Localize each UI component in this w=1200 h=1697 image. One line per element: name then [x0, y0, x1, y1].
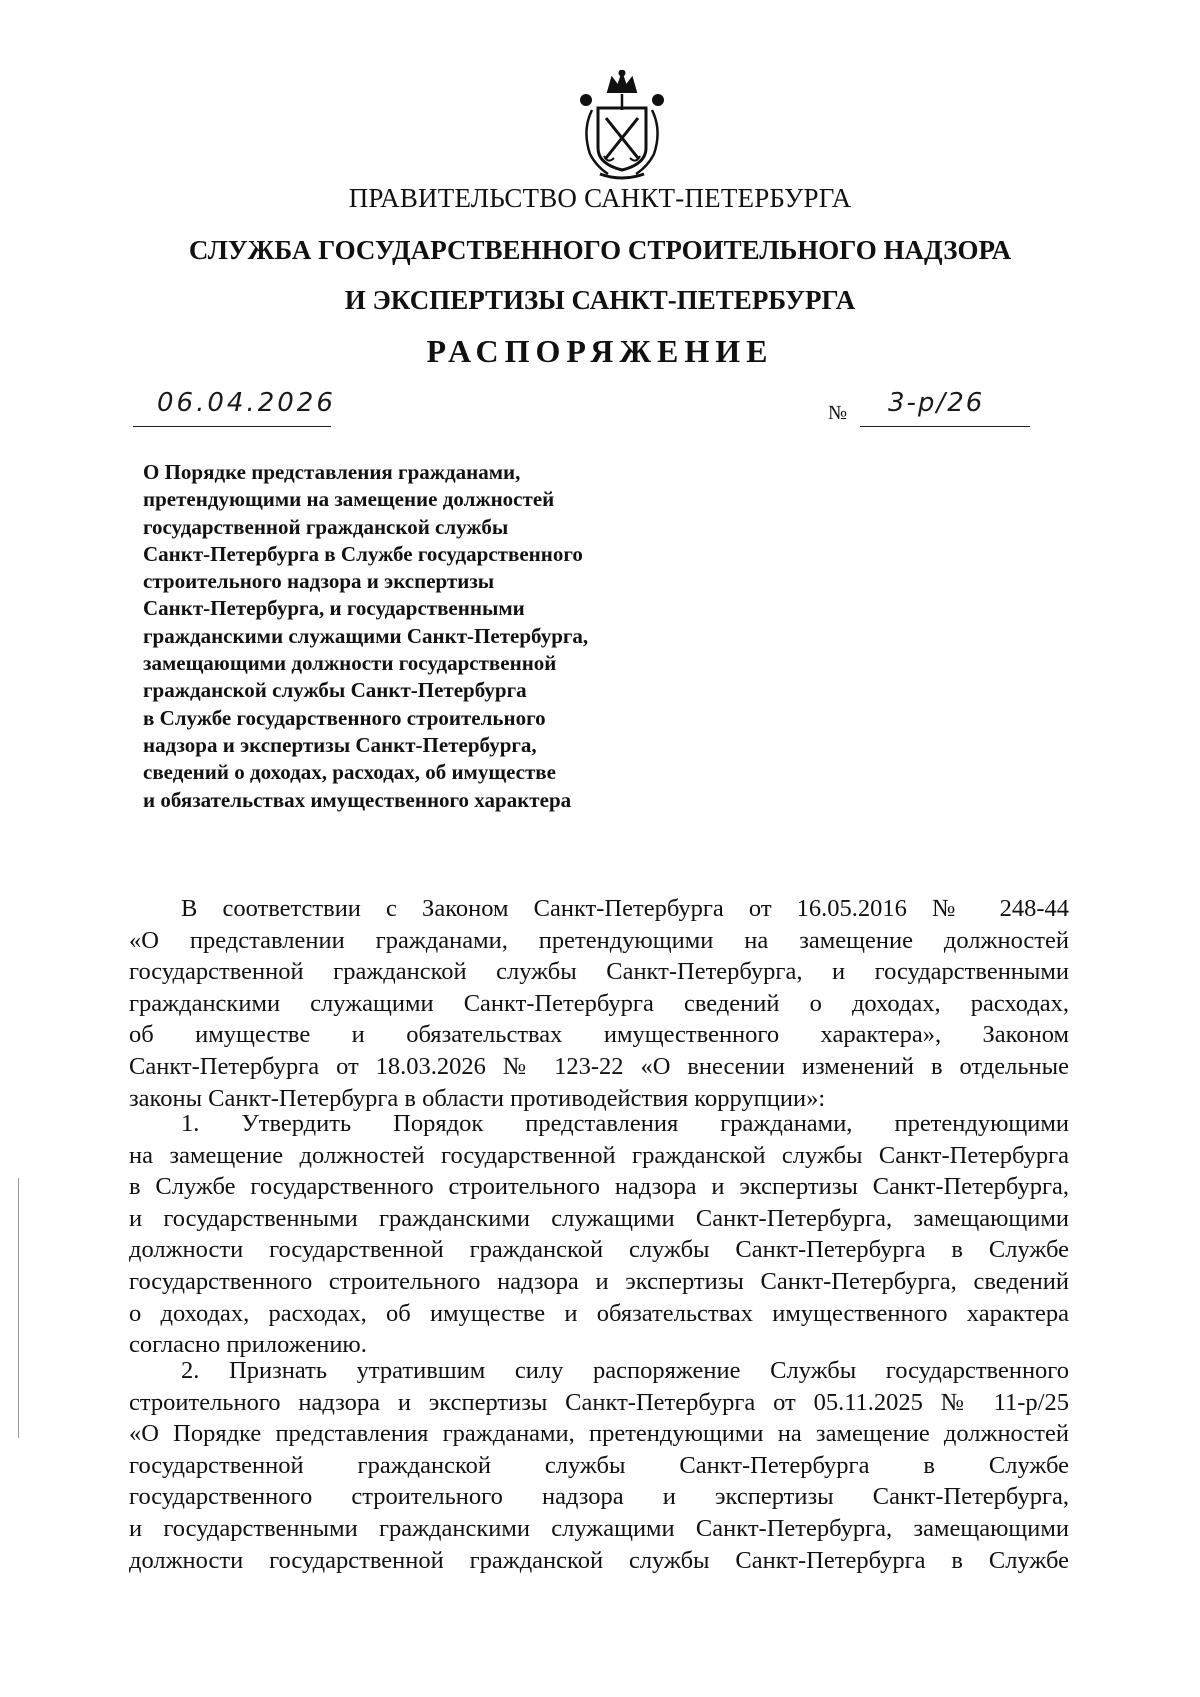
scan-margin-mark	[18, 1178, 19, 1438]
paragraph-item-2	[129, 1355, 1069, 1576]
paragraph-line: строительного надзора и экспертизы Санкт-Петербурга от 05.11.2025 № 11-р/25	[129, 1388, 1069, 1416]
paragraph-line: В соответствии с Законом Санкт-Петербурга от 16.05.2016 № 248-44	[181, 895, 1069, 922]
document-number: 3-р/26	[888, 388, 985, 418]
subject-line: гражданскими служащими Санкт-Петербурга,	[143, 623, 589, 648]
paragraph-line: «О представлении гражданами, претендующими на замещение должностей	[129, 926, 1069, 954]
subject-line: гражданской службы Санкт-Петербурга	[143, 678, 527, 703]
paragraph-line: и государственными гражданскими служащими Санкт-Петербурга, замещающими	[129, 1514, 1069, 1542]
paragraph-preamble	[129, 893, 1069, 1114]
paragraph-line: Санкт-Петербурга от 18.03.2026 № 123-22 «О внесении изменений в отдельные	[129, 1052, 1069, 1080]
paragraph-line: государственного строительного надзора и экспертизы Санкт-Петербурга,	[129, 1483, 1069, 1511]
subject-line: сведений о доходах, расходах, об имуществе	[143, 760, 556, 785]
document-date: 06.04.2026	[157, 388, 336, 418]
number-label: №	[828, 402, 848, 424]
paragraph-line: «О Порядке представления гражданами, претендующими на замещение должностей	[129, 1420, 1069, 1448]
paragraph-line: об имуществе и обязательствах имущественного характера», Законом	[129, 1021, 1069, 1049]
government-title: ПРАВИТЕЛЬСТВО САНКТ-ПЕТЕРБУРГА	[348, 183, 852, 213]
document-type-heading: РАСПОРЯЖЕНИЕ	[426, 333, 774, 369]
subject-line: замещающими должности государственной	[143, 651, 557, 676]
paragraph-line: должности государственной гражданской службы Санкт-Петербурга в Службе	[129, 1546, 1069, 1574]
paragraph-line: государственного строительного надзора и экспертизы Санкт-Петербурга, сведений	[129, 1267, 1069, 1295]
number-field	[860, 388, 1030, 427]
paragraph-line: согласно приложению.	[129, 1331, 367, 1359]
paragraph-line: в Службе государственного строительного надзора и экспертизы Санкт-Петербурга,	[129, 1173, 1069, 1201]
paragraph-line: законы Санкт-Петербурга в области противодействия коррупции»:	[129, 1084, 826, 1112]
paragraph-line: государственной гражданской службы Санкт-Петербурга, и государственными	[129, 958, 1069, 986]
paragraph-line: должности государственной гражданской службы Санкт-Петербурга в Службе	[129, 1236, 1069, 1264]
paragraph-line: гражданскими служащими Санкт-Петербурга сведений о доходах, расходах,	[129, 989, 1069, 1017]
subject-line: надзора и экспертизы Санкт-Петербурга,	[143, 732, 537, 757]
subject-line: строительного надзора и экспертизы	[143, 569, 495, 594]
subject-line: государственной гражданской службы	[143, 514, 509, 539]
date-field	[133, 388, 336, 427]
paragraph-line: 2. Признать утратившим силу распоряжение Службы государственного	[181, 1357, 1069, 1384]
subject-line: в Службе государственного строительного	[143, 705, 546, 730]
subject-line: претендующими на замещение должностей	[143, 487, 555, 512]
subject-line: Санкт-Петербурга в Службе государственного	[143, 541, 583, 566]
subject-line: и обязательствах имущественного характера	[143, 787, 572, 812]
coat-of-arms-emblem	[574, 70, 670, 182]
paragraph-line: на замещение должностей государственной гражданской службы Санкт-Петербурга	[129, 1141, 1069, 1169]
service-title-line1: СЛУЖБА ГОСУДАРСТВЕННОГО СТРОИТЕЛЬНОГО НАДЗОРА	[188, 235, 1012, 265]
paragraph-line: и государственными гражданскими служащими Санкт-Петербурга, замещающими	[129, 1204, 1069, 1232]
paragraph-line: 1. Утвердить Порядок представления гражданами, претендующими	[181, 1110, 1069, 1137]
paragraph-line: о доходах, расходах, об имуществе и обязательствах имущественного характера	[129, 1299, 1069, 1327]
service-title-line2: И ЭКСПЕРТИЗЫ САНКТ-ПЕТЕРБУРГА	[344, 285, 856, 315]
subject-line: О Порядке представления гражданами,	[143, 460, 521, 484]
paragraph-item-1	[129, 1108, 1069, 1361]
subject-line: Санкт-Петербурга, и государственными	[143, 596, 525, 621]
document-subject	[143, 459, 683, 814]
paragraph-line: государственной гражданской службы Санкт-Петербурга в Службе	[129, 1451, 1069, 1479]
